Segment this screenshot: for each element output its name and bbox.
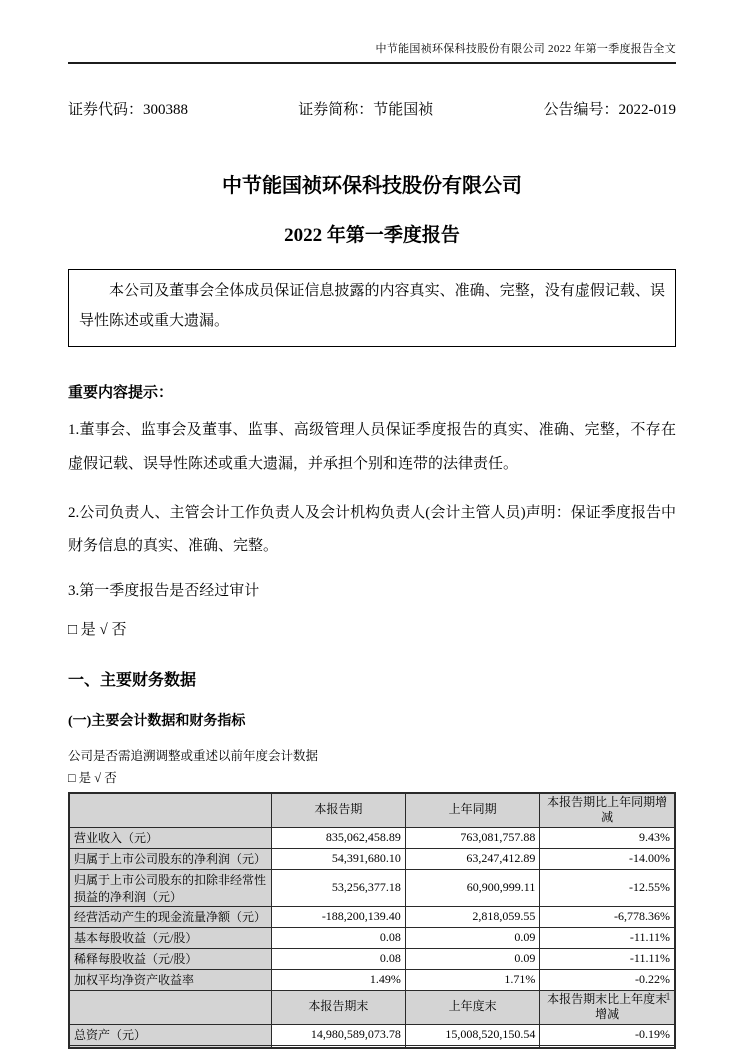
table-row xyxy=(69,906,675,927)
table-row xyxy=(69,848,675,869)
section-heading-financial-data: 一、主要财务数据 xyxy=(68,672,197,689)
row-change-value: 9.43% xyxy=(540,827,675,848)
board-statement-text: 本公司及董事会全体成员保证信息披露的内容真实、准确、完整，没有虚假记载、误导性陈述或重大遗漏。 xyxy=(79,283,665,329)
report-title: 2022 年第一季度报告 xyxy=(284,225,460,246)
row-current-value: -188,200,139.40 xyxy=(271,906,405,927)
row-label: 经营活动产生的现金流量净额（元） xyxy=(69,906,271,927)
subsection-heading-accounting-indicators: (一)主要会计数据和财务指标 xyxy=(68,714,246,729)
row-change-value: -0.19% xyxy=(540,1024,675,1045)
header-period-change: 本报告期比上年同期增减 xyxy=(540,793,675,828)
row-prior-value: 1.71% xyxy=(405,969,540,990)
row-prior-value: 763,081,757.88 xyxy=(405,827,540,848)
table-row xyxy=(69,1024,675,1045)
row-change-value: -11.11% xyxy=(540,927,675,948)
audit-choice: □ 是 √ 否 xyxy=(68,622,127,638)
row-label: 基本每股收益（元/股） xyxy=(69,927,271,948)
row-change-value: -14.00% xyxy=(540,848,675,869)
row-current-value: 53,256,377.18 xyxy=(271,869,405,906)
page-number: 1 xyxy=(665,989,671,1003)
header-current-period-end: 本报告期末 xyxy=(271,990,405,1024)
table-row xyxy=(69,869,675,906)
row-current-value: 0.08 xyxy=(271,948,405,969)
row-change-value: -0.22% xyxy=(540,969,675,990)
table-header-period-end xyxy=(69,990,675,1024)
board-statement-box xyxy=(68,269,676,347)
row-change-value: -11.11% xyxy=(540,948,675,969)
running-header: 中节能国祯环保科技股份有限公司 2022 年第一季度报告全文 xyxy=(68,0,676,64)
financial-indicators-table xyxy=(68,792,676,1050)
header-blank-cell xyxy=(69,793,271,828)
row-prior-value: 2,818,059.55 xyxy=(405,906,540,927)
row-current-value: 0.08 xyxy=(271,927,405,948)
row-change-value: -6,778.36% xyxy=(540,906,675,927)
row-change-value: -12.55% xyxy=(540,869,675,906)
stock-abbreviation: 证券简称：节能国祯 xyxy=(298,102,434,118)
table-row-clipped xyxy=(69,1045,675,1048)
stock-code: 证券代码：300388 xyxy=(68,102,189,118)
header-prior-year-end: 上年度末 xyxy=(405,990,540,1024)
row-label: 归属于上市公司股东的净利润（元） xyxy=(69,848,271,869)
table-row xyxy=(69,969,675,990)
row-label: 归属于上市公司股东的扣除非经常性损益的净利润（元） xyxy=(69,869,271,906)
table-header-period xyxy=(69,793,675,828)
page-content xyxy=(68,0,676,1049)
row-current-value: 1.49% xyxy=(271,969,405,990)
table-row xyxy=(69,948,675,969)
notice-item-3: 3.第一季度报告是否经过审计 xyxy=(68,583,260,599)
header-blank-cell xyxy=(69,990,271,1024)
row-label: 总资产（元） xyxy=(69,1024,271,1045)
notice-item-2: 2.公司负责人、主管会计工作负责人及会计机构负责人(会计主管人员)声明：保证季度报告中财务信息的真实、准确、完整。 xyxy=(68,504,676,555)
restatement-question: 公司是否需追溯调整或重述以前年度会计数据 xyxy=(68,749,319,763)
announcement-number: 公告编号：2022-019 xyxy=(543,102,676,118)
row-prior-value: 0.09 xyxy=(405,948,540,969)
header-prior-period: 上年同期 xyxy=(405,793,540,828)
securities-info-line xyxy=(68,98,676,119)
row-label: 稀释每股收益（元/股） xyxy=(69,948,271,969)
company-title: 中节能国祯环保科技股份有限公司 xyxy=(222,175,522,197)
header-current-period: 本报告期 xyxy=(271,793,405,828)
row-prior-value: 15,008,520,150.54 xyxy=(405,1024,540,1045)
header-period-end-change: 本报告期末比上年度末增减 xyxy=(540,990,675,1024)
row-prior-value: 60,900,999.11 xyxy=(405,869,540,906)
row-current-value: 835,062,458.89 xyxy=(271,827,405,848)
row-current-value: 14,980,589,073.78 xyxy=(271,1024,405,1045)
table-row xyxy=(69,927,675,948)
row-label: 加权平均净资产收益率 xyxy=(69,969,271,990)
notice-item-1: 1.董事会、监事会及董事、监事、高级管理人员保证季度报告的真实、准确、完整，不存在虚假记载、误导性陈述或重大遗漏，并承担个别和连带的法律责任。 xyxy=(68,422,676,472)
table-row xyxy=(69,827,675,848)
row-label: 营业收入（元） xyxy=(69,827,271,848)
row-prior-value: 63,247,412.89 xyxy=(405,848,540,869)
important-notices-heading: 重要内容提示： xyxy=(68,385,174,401)
row-current-value: 54,391,680.10 xyxy=(271,848,405,869)
row-prior-value: 0.09 xyxy=(405,927,540,948)
restatement-choice: □ 是 √ 否 xyxy=(68,770,117,785)
